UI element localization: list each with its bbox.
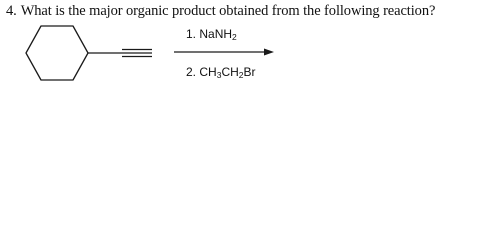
formula-subscript: 2: [238, 70, 244, 80]
reagent-step-1-number: 1.: [186, 27, 197, 41]
question-prompt: What is the major organic product obtained from the following reaction?: [20, 3, 436, 19]
reagent-step-2: [186, 65, 256, 79]
cyclohexyl-acetylene-structure: [26, 26, 152, 80]
formula-part: Br: [243, 65, 256, 79]
question-number: 4.: [6, 3, 17, 19]
formula-subscript: 2: [232, 32, 237, 42]
formula-part: CH: [221, 65, 239, 79]
formula-part: NaNH: [199, 27, 233, 41]
reaction-arrow: [174, 49, 274, 56]
reagent-step-2-number: 2.: [186, 65, 197, 79]
reagent-sodium-amide: [199, 27, 236, 41]
reaction-scheme: [0, 0, 480, 104]
reaction-arrow-head: [264, 49, 274, 56]
formula-part: CH: [199, 65, 217, 79]
formula-subscript: 3: [216, 70, 222, 80]
reagent-step-1: [186, 27, 237, 41]
reagent-bromoethane: [199, 65, 255, 79]
cyclohexane-ring: [26, 26, 88, 80]
